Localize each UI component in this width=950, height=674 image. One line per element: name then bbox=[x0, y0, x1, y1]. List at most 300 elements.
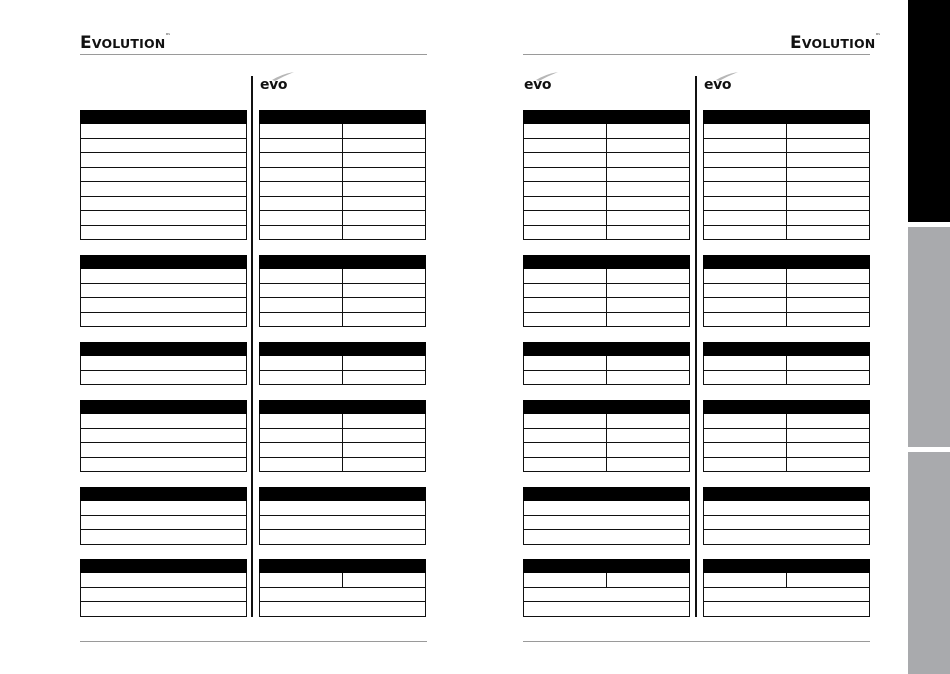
table-header bbox=[259, 342, 426, 356]
table-cell bbox=[786, 458, 869, 472]
swoosh-icon bbox=[716, 72, 738, 81]
table-row bbox=[523, 197, 690, 212]
table-cell bbox=[342, 371, 425, 385]
table-cell bbox=[260, 371, 342, 385]
table-cell bbox=[81, 269, 246, 283]
table-row bbox=[523, 298, 690, 313]
table-cell bbox=[606, 458, 689, 472]
spec-table bbox=[523, 342, 690, 385]
evo-logo-1: evo bbox=[260, 77, 287, 93]
table-row bbox=[259, 211, 426, 226]
table-cell bbox=[786, 226, 869, 240]
table-cell bbox=[606, 284, 689, 298]
table-cell bbox=[704, 182, 786, 196]
table-row bbox=[80, 197, 247, 212]
table-cell bbox=[81, 153, 246, 167]
table-cell bbox=[786, 443, 869, 457]
table-row bbox=[80, 124, 247, 139]
table-row bbox=[80, 182, 247, 197]
table-row bbox=[259, 356, 426, 371]
evolution-logo-left: EVOLUTION™ bbox=[80, 33, 171, 53]
table-header bbox=[80, 400, 247, 414]
table-row bbox=[703, 501, 870, 516]
table-row bbox=[259, 414, 426, 429]
table-cell bbox=[606, 429, 689, 443]
table-row bbox=[80, 139, 247, 154]
table-row bbox=[80, 284, 247, 299]
table-cell bbox=[786, 414, 869, 428]
table-row bbox=[523, 371, 690, 386]
table-cell bbox=[260, 182, 342, 196]
table-cell bbox=[524, 298, 606, 312]
table-cell bbox=[524, 124, 606, 138]
table-row bbox=[523, 211, 690, 226]
spec-table bbox=[80, 342, 247, 385]
table-cell bbox=[81, 182, 246, 196]
table-cell bbox=[81, 284, 246, 298]
table-row bbox=[523, 284, 690, 299]
table-cell bbox=[606, 414, 689, 428]
table-cell bbox=[786, 168, 869, 182]
table-row bbox=[259, 530, 426, 545]
table-row bbox=[703, 211, 870, 226]
spec-table bbox=[80, 400, 247, 472]
table-row bbox=[80, 429, 247, 444]
table-header bbox=[523, 400, 690, 414]
side-tab-2 bbox=[908, 227, 950, 447]
table-cell bbox=[606, 168, 689, 182]
table-row bbox=[80, 226, 247, 241]
table-cell bbox=[524, 458, 606, 472]
table-row bbox=[703, 124, 870, 139]
spec-table bbox=[80, 255, 247, 327]
table-row bbox=[523, 168, 690, 183]
table-cell bbox=[524, 429, 606, 443]
table-row bbox=[259, 371, 426, 386]
table-cell bbox=[704, 197, 786, 211]
table-cell bbox=[260, 153, 342, 167]
table-row bbox=[259, 139, 426, 154]
table-row bbox=[259, 501, 426, 516]
table-cell bbox=[260, 588, 425, 602]
table-header bbox=[80, 110, 247, 124]
table-row bbox=[80, 588, 247, 603]
table-row bbox=[80, 602, 247, 617]
header-rule-left bbox=[80, 54, 427, 55]
table-cell bbox=[260, 313, 342, 327]
table-cell bbox=[260, 168, 342, 182]
table-row bbox=[703, 588, 870, 603]
table-cell bbox=[81, 298, 246, 312]
table-row bbox=[703, 153, 870, 168]
spec-table bbox=[259, 487, 426, 545]
table-cell bbox=[260, 197, 342, 211]
table-cell bbox=[606, 269, 689, 283]
table-cell bbox=[524, 153, 606, 167]
table-row bbox=[523, 182, 690, 197]
table-row bbox=[80, 501, 247, 516]
table-header bbox=[259, 400, 426, 414]
table-row bbox=[259, 226, 426, 241]
table-row bbox=[259, 269, 426, 284]
table-cell bbox=[524, 602, 689, 616]
table-row bbox=[259, 168, 426, 183]
table-cell bbox=[524, 356, 606, 370]
table-cell bbox=[704, 313, 786, 327]
table-cell bbox=[786, 269, 869, 283]
table-cell bbox=[260, 139, 342, 153]
table-header bbox=[80, 342, 247, 356]
table-cell bbox=[524, 371, 606, 385]
table-cell bbox=[704, 168, 786, 182]
spec-table bbox=[259, 400, 426, 472]
table-cell bbox=[342, 429, 425, 443]
table-cell bbox=[786, 356, 869, 370]
table-cell bbox=[704, 414, 786, 428]
table-cell bbox=[342, 211, 425, 225]
table-cell bbox=[606, 226, 689, 240]
table-row bbox=[259, 588, 426, 603]
swoosh-icon bbox=[272, 72, 294, 81]
table-cell bbox=[260, 458, 342, 472]
table-cell bbox=[524, 530, 689, 544]
table-cell bbox=[524, 269, 606, 283]
table-row bbox=[523, 414, 690, 429]
table-row bbox=[259, 182, 426, 197]
table-cell bbox=[704, 429, 786, 443]
table-header bbox=[523, 342, 690, 356]
table-row bbox=[703, 516, 870, 531]
column-divider-right bbox=[695, 76, 697, 617]
table-cell bbox=[260, 443, 342, 457]
table-cell bbox=[342, 124, 425, 138]
table-row bbox=[259, 124, 426, 139]
table-cell bbox=[606, 371, 689, 385]
table-cell bbox=[81, 588, 246, 602]
table-row bbox=[259, 153, 426, 168]
table-header bbox=[80, 487, 247, 501]
table-cell bbox=[524, 516, 689, 530]
table-cell bbox=[342, 139, 425, 153]
table-cell bbox=[342, 298, 425, 312]
table-cell bbox=[260, 226, 342, 240]
spec-table bbox=[259, 110, 426, 240]
table-cell bbox=[81, 356, 246, 370]
table-cell bbox=[342, 573, 425, 587]
table-row bbox=[703, 414, 870, 429]
table-row bbox=[259, 443, 426, 458]
table-row bbox=[259, 573, 426, 588]
table-row bbox=[523, 588, 690, 603]
table-cell bbox=[606, 139, 689, 153]
table-header bbox=[703, 255, 870, 269]
table-cell bbox=[260, 414, 342, 428]
table-header bbox=[703, 110, 870, 124]
evo-logo-2: evo bbox=[524, 77, 551, 93]
table-cell bbox=[260, 269, 342, 283]
table-row bbox=[80, 356, 247, 371]
table-cell bbox=[704, 356, 786, 370]
table-cell bbox=[704, 371, 786, 385]
spec-table bbox=[80, 559, 247, 617]
table-cell bbox=[260, 284, 342, 298]
table-cell bbox=[260, 516, 425, 530]
table-cell bbox=[81, 226, 246, 240]
table-cell bbox=[81, 443, 246, 457]
table-row bbox=[523, 124, 690, 139]
table-cell bbox=[342, 153, 425, 167]
spec-table bbox=[703, 400, 870, 472]
table-cell bbox=[524, 211, 606, 225]
table-cell bbox=[704, 588, 869, 602]
table-row bbox=[523, 501, 690, 516]
table-cell bbox=[260, 573, 342, 587]
table-cell bbox=[606, 197, 689, 211]
table-cell bbox=[786, 153, 869, 167]
table-cell bbox=[606, 356, 689, 370]
table-row bbox=[523, 530, 690, 545]
swoosh-icon bbox=[536, 72, 558, 81]
table-row bbox=[523, 226, 690, 241]
table-row bbox=[523, 443, 690, 458]
table-row bbox=[80, 573, 247, 588]
table-cell bbox=[704, 226, 786, 240]
footer-rule-left bbox=[80, 641, 427, 642]
header-rule-right bbox=[523, 54, 870, 55]
spec-table bbox=[703, 342, 870, 385]
side-tab-3 bbox=[908, 452, 950, 674]
table-row bbox=[259, 516, 426, 531]
table-row bbox=[80, 516, 247, 531]
table-cell bbox=[342, 168, 425, 182]
table-cell bbox=[606, 211, 689, 225]
table-row bbox=[703, 168, 870, 183]
table-cell bbox=[524, 443, 606, 457]
table-row bbox=[703, 443, 870, 458]
table-row bbox=[703, 458, 870, 473]
table-row bbox=[80, 269, 247, 284]
spec-table bbox=[523, 255, 690, 327]
spec-table bbox=[259, 559, 426, 617]
table-row bbox=[80, 443, 247, 458]
table-cell bbox=[260, 501, 425, 515]
spec-table bbox=[523, 400, 690, 472]
table-cell bbox=[606, 443, 689, 457]
table-cell bbox=[342, 443, 425, 457]
table-row bbox=[703, 573, 870, 588]
table-row bbox=[80, 414, 247, 429]
table-cell bbox=[260, 429, 342, 443]
table-cell bbox=[704, 458, 786, 472]
table-cell bbox=[786, 573, 869, 587]
table-row bbox=[703, 602, 870, 617]
table-row bbox=[523, 269, 690, 284]
table-row bbox=[523, 458, 690, 473]
table-cell bbox=[260, 211, 342, 225]
table-row bbox=[80, 168, 247, 183]
table-cell bbox=[81, 371, 246, 385]
table-cell bbox=[704, 124, 786, 138]
table-cell bbox=[342, 284, 425, 298]
table-row bbox=[703, 197, 870, 212]
table-cell bbox=[704, 269, 786, 283]
table-cell bbox=[342, 414, 425, 428]
table-cell bbox=[704, 516, 869, 530]
table-cell bbox=[606, 124, 689, 138]
table-row bbox=[703, 182, 870, 197]
table-cell bbox=[606, 573, 689, 587]
table-row bbox=[259, 313, 426, 328]
table-row bbox=[80, 153, 247, 168]
table-header bbox=[703, 487, 870, 501]
table-row bbox=[703, 371, 870, 386]
table-cell bbox=[524, 588, 689, 602]
table-cell bbox=[786, 284, 869, 298]
spec-table bbox=[80, 487, 247, 545]
table-row bbox=[523, 516, 690, 531]
table-cell bbox=[786, 139, 869, 153]
table-cell bbox=[81, 602, 246, 616]
spec-table bbox=[523, 110, 690, 240]
table-header bbox=[259, 559, 426, 573]
table-cell bbox=[81, 501, 246, 515]
table-row bbox=[523, 313, 690, 328]
table-cell bbox=[704, 153, 786, 167]
table-header bbox=[523, 559, 690, 573]
table-cell bbox=[704, 501, 869, 515]
table-row bbox=[703, 226, 870, 241]
table-row bbox=[523, 602, 690, 617]
table-header bbox=[259, 110, 426, 124]
table-row bbox=[259, 602, 426, 617]
table-cell bbox=[704, 284, 786, 298]
table-cell bbox=[704, 530, 869, 544]
table-row bbox=[703, 139, 870, 154]
table-row bbox=[523, 153, 690, 168]
table-cell bbox=[342, 313, 425, 327]
table-cell bbox=[342, 226, 425, 240]
table-cell bbox=[704, 443, 786, 457]
table-cell bbox=[524, 182, 606, 196]
table-row bbox=[259, 458, 426, 473]
table-cell bbox=[786, 124, 869, 138]
table-cell bbox=[342, 182, 425, 196]
table-cell bbox=[524, 226, 606, 240]
table-cell bbox=[606, 153, 689, 167]
table-row bbox=[259, 284, 426, 299]
table-cell bbox=[524, 139, 606, 153]
table-row bbox=[80, 298, 247, 313]
table-cell bbox=[704, 298, 786, 312]
table-cell bbox=[342, 269, 425, 283]
table-cell bbox=[786, 298, 869, 312]
table-cell bbox=[786, 211, 869, 225]
table-cell bbox=[81, 139, 246, 153]
table-cell bbox=[81, 211, 246, 225]
table-header bbox=[523, 255, 690, 269]
spec-table bbox=[523, 559, 690, 617]
table-cell bbox=[704, 139, 786, 153]
spec-table bbox=[703, 110, 870, 240]
table-row bbox=[80, 530, 247, 545]
evolution-logo-right: EVOLUTION™ bbox=[790, 33, 881, 53]
table-row bbox=[259, 298, 426, 313]
table-header bbox=[703, 559, 870, 573]
table-row bbox=[523, 356, 690, 371]
table-row bbox=[703, 269, 870, 284]
table-cell bbox=[704, 211, 786, 225]
table-header bbox=[80, 255, 247, 269]
column-divider-left bbox=[251, 76, 253, 617]
table-header bbox=[80, 559, 247, 573]
table-cell bbox=[260, 298, 342, 312]
table-header bbox=[259, 487, 426, 501]
table-cell bbox=[342, 458, 425, 472]
table-cell bbox=[260, 530, 425, 544]
table-row bbox=[259, 197, 426, 212]
spec-table bbox=[703, 487, 870, 545]
spec-table bbox=[80, 110, 247, 240]
table-row bbox=[80, 211, 247, 226]
table-row bbox=[703, 313, 870, 328]
table-cell bbox=[81, 124, 246, 138]
spec-table bbox=[703, 559, 870, 617]
table-cell bbox=[524, 573, 606, 587]
table-cell bbox=[524, 414, 606, 428]
footer-rule-right bbox=[523, 641, 870, 642]
table-cell bbox=[606, 298, 689, 312]
table-header bbox=[523, 110, 690, 124]
table-header bbox=[703, 400, 870, 414]
spec-table bbox=[703, 255, 870, 327]
table-cell bbox=[81, 197, 246, 211]
table-header bbox=[259, 255, 426, 269]
evo-logo-3: evo bbox=[704, 77, 731, 93]
table-row bbox=[703, 429, 870, 444]
table-cell bbox=[524, 313, 606, 327]
table-cell bbox=[81, 414, 246, 428]
table-row bbox=[523, 573, 690, 588]
table-cell bbox=[524, 197, 606, 211]
table-row bbox=[703, 356, 870, 371]
table-cell bbox=[81, 168, 246, 182]
table-cell bbox=[786, 197, 869, 211]
table-cell bbox=[81, 516, 246, 530]
table-cell bbox=[524, 284, 606, 298]
table-row bbox=[703, 284, 870, 299]
table-header bbox=[523, 487, 690, 501]
table-cell bbox=[260, 356, 342, 370]
spec-table bbox=[523, 487, 690, 545]
table-cell bbox=[524, 168, 606, 182]
table-cell bbox=[786, 182, 869, 196]
table-row bbox=[80, 313, 247, 328]
table-cell bbox=[606, 182, 689, 196]
table-row bbox=[523, 429, 690, 444]
table-cell bbox=[81, 429, 246, 443]
table-cell bbox=[260, 602, 425, 616]
table-cell bbox=[704, 573, 786, 587]
table-row bbox=[703, 530, 870, 545]
table-cell bbox=[81, 530, 246, 544]
table-cell bbox=[342, 197, 425, 211]
table-row bbox=[703, 298, 870, 313]
table-header bbox=[703, 342, 870, 356]
table-cell bbox=[606, 313, 689, 327]
table-cell bbox=[524, 501, 689, 515]
table-row bbox=[80, 371, 247, 386]
table-cell bbox=[81, 573, 246, 587]
